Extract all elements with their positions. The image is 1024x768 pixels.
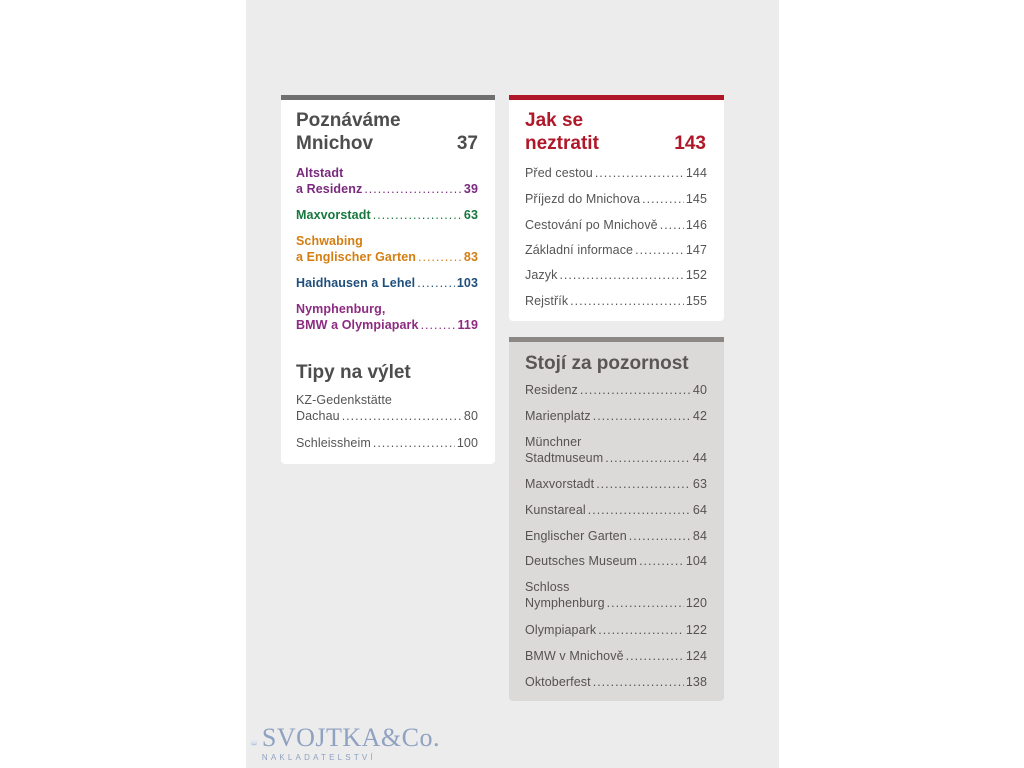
toc-entry[interactable]: Olympiapark ..... 122 xyxy=(525,622,707,638)
toc-entry[interactable]: Maxvorstadt ..... 63 xyxy=(296,207,478,223)
toc-entry[interactable]: Schleissheim ..... 100 xyxy=(296,435,478,451)
section-page-orientation: 143 xyxy=(674,133,706,154)
toc-entry[interactable]: Haidhausen a Lehel ..... 103 xyxy=(296,275,478,291)
section-title-orientation: Jak se neztratit xyxy=(525,110,599,154)
toc-entry[interactable]: Altstadt a Residenz ..... 39 xyxy=(296,165,478,197)
toc-entry[interactable]: Münchner Stadtmuseum ..... 44 xyxy=(525,434,707,466)
toc-entry[interactable]: KZ-Gedenkstätte Dachau ..... 80 xyxy=(296,392,478,424)
toc-entry[interactable]: Nymphenburg, BMW a Olympiapark ..... 119 xyxy=(296,301,478,333)
publisher-name: SVOJTKA&Co. xyxy=(261,722,440,752)
toc-entry[interactable]: Příjezd do Mnichova ..... 145 xyxy=(525,191,707,207)
section-title-trips: Tipy na výlet xyxy=(296,362,411,383)
publisher-logo xyxy=(250,721,440,765)
toc-entry[interactable]: Cestování po Mnichově ..... 146 xyxy=(525,217,707,233)
section-title-munich: Poznáváme Mnichov xyxy=(296,110,401,154)
book-icon xyxy=(250,723,258,763)
toc-entry[interactable]: Před cestou ..... 144 xyxy=(525,165,707,181)
toc-entry[interactable]: Schloss Nymphenburg ..... 120 xyxy=(525,579,707,611)
section-page-munich: 37 xyxy=(456,133,478,154)
toc-entry[interactable]: Rejstřík ..... 155 xyxy=(525,293,707,309)
toc-entry[interactable]: BMW v Mnichově ..... 124 xyxy=(525,648,707,664)
toc-entry[interactable]: Oktoberfest ..... 138 xyxy=(525,674,707,690)
toc-entry[interactable]: Kunstareal ..... 64 xyxy=(525,502,707,518)
toc-entry[interactable]: Englischer Garten ..... 84 xyxy=(525,528,707,544)
publisher-subtitle: NAKLADATELSTVÍ xyxy=(261,752,376,762)
toc-entry[interactable]: Residenz ..... 40 xyxy=(525,382,707,398)
section-title-highlights: Stojí za pozornost xyxy=(525,353,689,374)
toc-entry[interactable]: Schwabing a Englischer Garten ..... 83 xyxy=(296,233,478,265)
toc-entry[interactable]: Marienplatz ..... 42 xyxy=(525,408,707,424)
toc-entry[interactable]: Deutsches Museum ..... 104 xyxy=(525,553,707,569)
toc-entry[interactable]: Maxvorstadt ..... 63 xyxy=(525,476,707,492)
toc-entry[interactable]: Základní informace ..... 147 xyxy=(525,242,707,258)
toc-entry[interactable]: Jazyk ..... 152 xyxy=(525,267,707,283)
